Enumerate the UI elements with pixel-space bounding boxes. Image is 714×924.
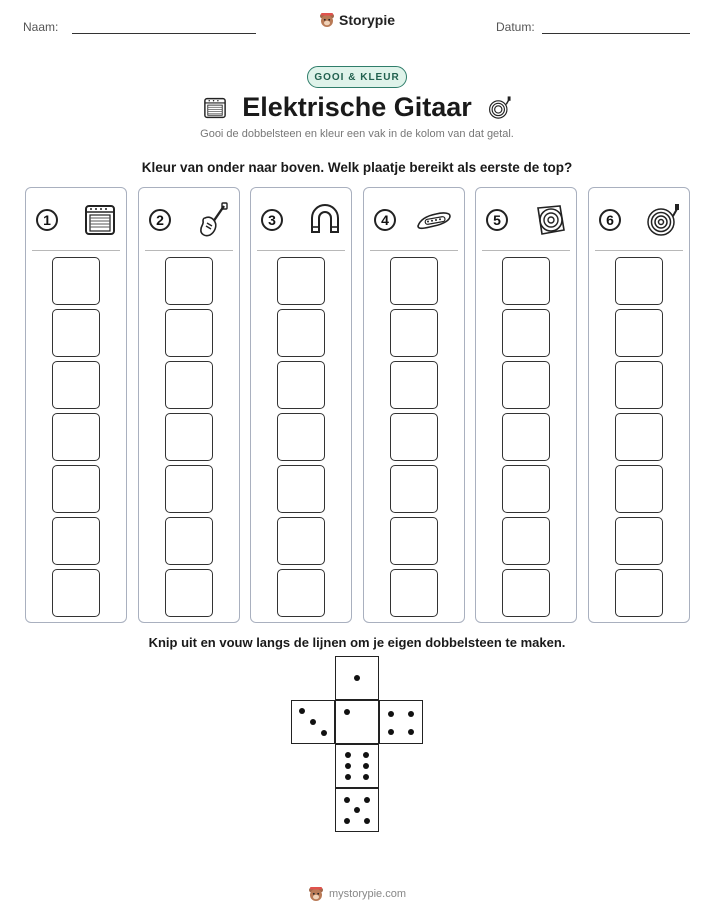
color-box[interactable]: [277, 361, 325, 409]
column-divider: [145, 250, 233, 251]
amplifier-icon: [202, 95, 228, 121]
color-box[interactable]: [502, 361, 550, 409]
column-4: [363, 187, 465, 623]
color-box[interactable]: [390, 361, 438, 409]
color-box[interactable]: [502, 517, 550, 565]
color-box[interactable]: [502, 413, 550, 461]
color-box[interactable]: [615, 309, 663, 357]
brand-name: Storypie: [338, 12, 395, 28]
dice-face-six: [335, 744, 379, 788]
column-number: 3: [261, 209, 283, 231]
dice-pip: [345, 763, 351, 769]
color-box[interactable]: [615, 517, 663, 565]
color-box[interactable]: [502, 309, 550, 357]
dice-face-one: [335, 656, 379, 700]
footer: [0, 886, 714, 902]
color-box[interactable]: [277, 257, 325, 305]
cable-coil-icon: [486, 95, 512, 121]
dice-pip: [363, 763, 369, 769]
name-line: [72, 33, 256, 34]
color-box[interactable]: [615, 569, 663, 617]
color-box[interactable]: [277, 465, 325, 513]
color-box[interactable]: [390, 309, 438, 357]
color-box[interactable]: [615, 361, 663, 409]
column-number: 6: [599, 209, 621, 231]
dice-pip: [344, 709, 350, 715]
column-number: 1: [36, 209, 58, 231]
column-divider: [370, 250, 458, 251]
column-divider: [482, 250, 570, 251]
column-divider: [32, 250, 120, 251]
dice-pip: [345, 752, 351, 758]
dice-pip: [408, 729, 414, 735]
color-box[interactable]: [52, 361, 100, 409]
color-box[interactable]: [52, 569, 100, 617]
color-box[interactable]: [615, 257, 663, 305]
color-box[interactable]: [390, 257, 438, 305]
dice-pip: [363, 774, 369, 780]
amplifier-icon: [82, 202, 118, 238]
dice-instruction: Knip uit en vouw langs de lijnen om je eigen dobbelsteen te maken.: [148, 635, 566, 650]
column-divider: [595, 250, 683, 251]
color-box[interactable]: [390, 465, 438, 513]
color-box[interactable]: [615, 413, 663, 461]
dice-pip: [364, 797, 370, 803]
color-box[interactable]: [615, 465, 663, 513]
dice-face-five: [335, 788, 379, 832]
guitar-pickup-icon: [412, 202, 456, 238]
column-1: [25, 187, 127, 623]
dice-face-one: [335, 700, 379, 744]
category-badge: GOOI & KLEUR: [307, 66, 407, 88]
color-box[interactable]: [165, 517, 213, 565]
bear-logo-icon: [319, 12, 335, 28]
column-3: [250, 187, 352, 623]
column-number: 5: [486, 209, 508, 231]
color-box[interactable]: [165, 309, 213, 357]
dice-pip: [363, 752, 369, 758]
color-box[interactable]: [52, 465, 100, 513]
color-box[interactable]: [165, 465, 213, 513]
magnet-icon: [307, 202, 343, 238]
color-box[interactable]: [502, 465, 550, 513]
dice-pip: [408, 711, 414, 717]
column-5: [475, 187, 577, 623]
brand-logo: [0, 12, 714, 28]
dice-pip: [344, 818, 350, 824]
color-box[interactable]: [165, 569, 213, 617]
color-box[interactable]: [277, 309, 325, 357]
color-box[interactable]: [277, 517, 325, 565]
dice-pip: [354, 675, 360, 681]
color-box[interactable]: [52, 309, 100, 357]
dice-pip: [364, 818, 370, 824]
column-2: [138, 187, 240, 623]
cable-coil-icon: [645, 202, 681, 238]
dice-pip: [354, 807, 360, 813]
subtitle: Gooi de dobbelsteen en kleur een vak in de kolom van dat getal.: [200, 128, 514, 140]
color-box[interactable]: [390, 517, 438, 565]
color-box[interactable]: [52, 517, 100, 565]
dice-face-three: [291, 700, 335, 744]
color-box[interactable]: [52, 257, 100, 305]
bear-logo-icon: [308, 886, 324, 902]
dice-pip: [321, 730, 327, 736]
dice-pip: [388, 729, 394, 735]
color-box[interactable]: [165, 257, 213, 305]
color-box[interactable]: [277, 413, 325, 461]
speaker-icon: [532, 202, 568, 238]
dice-pip: [345, 774, 351, 780]
dice-pip: [388, 711, 394, 717]
dice-pip: [310, 719, 316, 725]
page-title: Elektrische Gitaar: [242, 92, 472, 122]
dice-pip: [299, 708, 305, 714]
color-box[interactable]: [502, 569, 550, 617]
color-box[interactable]: [390, 569, 438, 617]
electric-guitar-icon: [195, 202, 231, 238]
column-number: 2: [149, 209, 171, 231]
coloring-instruction: Kleur van onder naar boven. Welk plaatje bereikt als eerste de top?: [141, 160, 573, 175]
color-box[interactable]: [390, 413, 438, 461]
color-box[interactable]: [52, 413, 100, 461]
date-line: [542, 33, 690, 34]
dice-face-four: [379, 700, 423, 744]
date-label: Datum:: [496, 20, 535, 34]
color-box[interactable]: [277, 569, 325, 617]
color-box[interactable]: [165, 413, 213, 461]
name-label: Naam:: [23, 20, 59, 34]
color-box[interactable]: [165, 361, 213, 409]
dice-pip: [344, 797, 350, 803]
column-number: 4: [374, 209, 396, 231]
footer-url[interactable]: mystorypie.com: [328, 888, 407, 900]
column-6: [588, 187, 690, 623]
color-box[interactable]: [502, 257, 550, 305]
column-divider: [257, 250, 345, 251]
title-row: [0, 92, 714, 123]
